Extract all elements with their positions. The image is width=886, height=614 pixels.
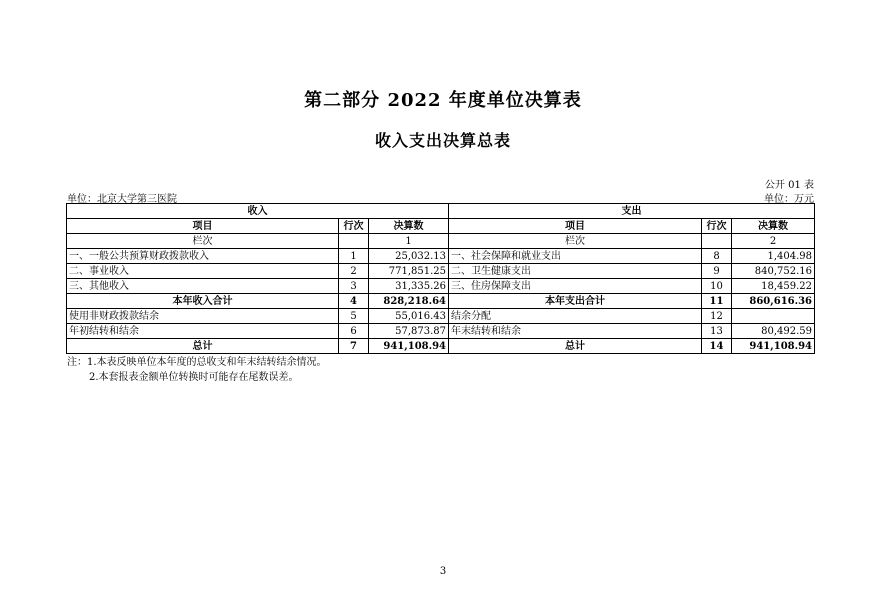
income-item: 三、其他收入 xyxy=(67,279,339,294)
expense-line: 11 xyxy=(702,294,732,309)
expense-amount: 941,108.94 xyxy=(732,339,815,354)
table-row xyxy=(67,279,815,294)
table-row xyxy=(67,249,815,264)
income-amount: 771,851.25 xyxy=(369,264,449,279)
note-2: 2.本套报表金额单位转换时可能存在尾数误差。 xyxy=(89,372,299,383)
income-item: 本年收入合计 xyxy=(67,294,339,309)
expense-line-header: 行次 xyxy=(702,219,732,234)
expense-line: 14 xyxy=(702,339,732,354)
expense-column-number: 2 xyxy=(732,234,815,249)
expense-item: 三、住房保障支出 xyxy=(449,279,702,294)
income-line: 1 xyxy=(339,249,369,264)
expense-amount-header: 决算数 xyxy=(732,219,815,234)
subtotal-row xyxy=(67,294,815,309)
expense-line: 13 xyxy=(702,324,732,339)
total-row xyxy=(67,339,815,354)
table-row xyxy=(67,309,815,324)
expense-line: 10 xyxy=(702,279,732,294)
expense-amount: 18,459.22 xyxy=(732,279,815,294)
income-item-header: 项目 xyxy=(67,219,339,234)
income-line: 2 xyxy=(339,264,369,279)
table-title: 收入支出决算总表 xyxy=(374,131,511,150)
expense-line-blank xyxy=(702,234,732,249)
income-amount: 828,218.64 xyxy=(369,294,449,309)
income-line: 6 xyxy=(339,324,369,339)
income-column-number: 1 xyxy=(369,234,449,249)
income-line: 5 xyxy=(339,309,369,324)
expense-amount: 840,752.16 xyxy=(732,264,815,279)
expense-item: 年末结转和结余 xyxy=(449,324,702,339)
expense-item: 结余分配 xyxy=(449,309,702,324)
expense-column-label: 栏次 xyxy=(449,234,702,249)
expense-item-header: 项目 xyxy=(449,219,702,234)
income-amount: 55,016.43 xyxy=(369,309,449,324)
income-amount: 31,335.26 xyxy=(369,279,449,294)
column-number-row xyxy=(67,234,815,249)
income-line: 4 xyxy=(339,294,369,309)
expense-item: 总计 xyxy=(449,339,702,354)
expense-item: 二、卫生健康支出 xyxy=(449,264,702,279)
expense-line: 9 xyxy=(702,264,732,279)
note-1: 注：1.本表反映单位本年度的总收支和年末结转结余情况。 xyxy=(67,357,327,368)
income-item: 使用非财政拨款结余 xyxy=(67,309,339,324)
expense-item: 一、社会保障和就业支出 xyxy=(449,249,702,264)
expense-amount: 80,492.59 xyxy=(732,324,815,339)
income-item: 总计 xyxy=(67,339,339,354)
expense-group-header: 支出 xyxy=(449,204,815,219)
income-line-blank xyxy=(339,234,369,249)
part-title: 第二部分 2022 年度单位决算表 xyxy=(304,90,582,111)
expense-item: 本年支出合计 xyxy=(449,294,702,309)
page-number: 3 xyxy=(439,566,447,577)
expense-line: 8 xyxy=(702,249,732,264)
income-item: 二、事业收入 xyxy=(67,264,339,279)
expense-line: 12 xyxy=(702,309,732,324)
table-notes xyxy=(67,355,327,385)
income-item: 一、一般公共预算财政拨款收入 xyxy=(67,249,339,264)
income-column-label: 栏次 xyxy=(67,234,339,249)
column-header-row xyxy=(67,219,815,234)
income-expense-table xyxy=(66,203,815,354)
group-header-row xyxy=(67,204,815,219)
expense-amount xyxy=(732,309,815,324)
organization-unit: 单位：北京大学第三医院 xyxy=(67,194,177,205)
income-amount: 57,873.87 xyxy=(369,324,449,339)
table-row xyxy=(67,324,815,339)
income-item: 年初结转和结余 xyxy=(67,324,339,339)
income-line: 7 xyxy=(339,339,369,354)
expense-amount: 1,404.98 xyxy=(732,249,815,264)
income-amount: 25,032.13 xyxy=(369,249,449,264)
income-amount-header: 决算数 xyxy=(369,219,449,234)
form-number: 公开 01 表 xyxy=(764,180,814,191)
income-amount: 941,108.94 xyxy=(369,339,449,354)
income-group-header: 收入 xyxy=(67,204,449,219)
table-row xyxy=(67,264,815,279)
income-line-header: 行次 xyxy=(339,219,369,234)
currency-unit: 单位：万元 xyxy=(764,194,814,205)
income-line: 3 xyxy=(339,279,369,294)
expense-amount: 860,616.36 xyxy=(732,294,815,309)
